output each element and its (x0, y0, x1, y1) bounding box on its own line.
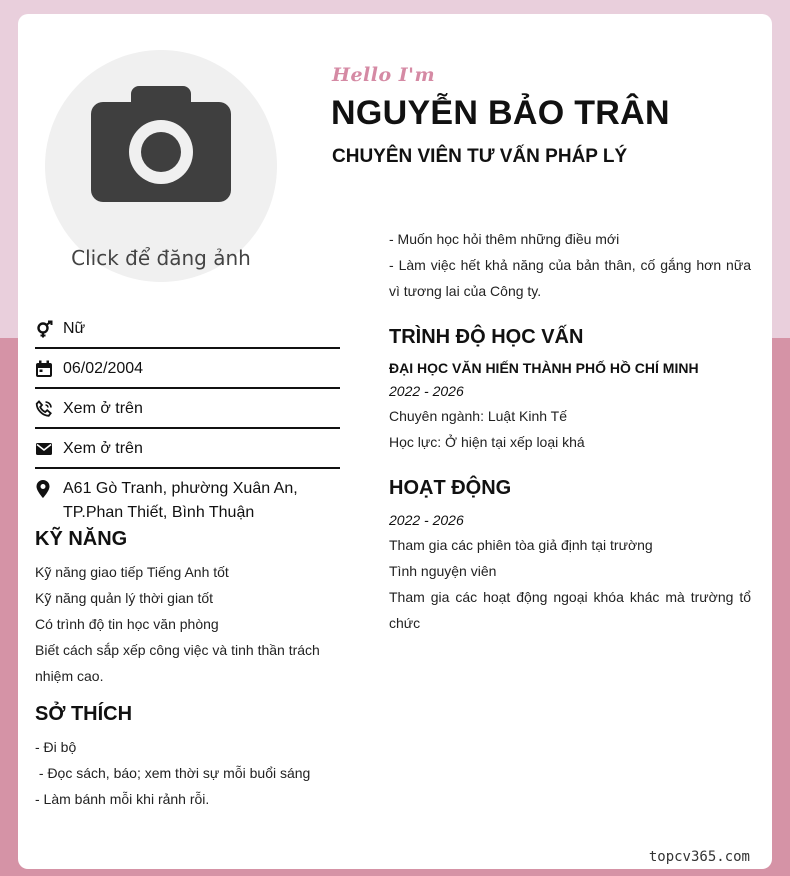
education-section (389, 326, 751, 455)
contact-address (35, 472, 340, 531)
activity-item: Tình nguyện viên (389, 563, 497, 579)
address-value: A61 Gò Tranh, phường Xuân An, TP.Phan Thiết, Bình Thuận (63, 480, 298, 521)
contact-list (35, 312, 340, 534)
contact-birthday (35, 352, 340, 389)
activity-item: Tham gia các hoạt động ngoại khóa khác mà trường tổ chức (389, 589, 751, 631)
skill-item: Kỹ năng quản lý thời gian tốt (35, 590, 214, 606)
skills-title: KỸ NĂNG (35, 528, 128, 550)
gender-value: Nữ (63, 320, 86, 337)
activities-years: 2022 - 2026 (389, 512, 464, 528)
map-pin-icon (35, 477, 63, 501)
education-major: Chuyên ngành: Luật Kinh Tế (389, 408, 567, 424)
objective-item: - Muốn học hỏi thêm những điều mới (389, 231, 620, 247)
email-value: Xem ở trên (63, 440, 143, 457)
avatar-upload[interactable] (45, 50, 277, 282)
skill-item: Kỹ năng giao tiếp Tiếng Anh tốt (35, 564, 229, 580)
envelope-icon (35, 437, 63, 461)
contact-email (35, 432, 340, 469)
skill-item: Biết cách sắp xếp công việc và tinh thần trách nhiệm cao. (35, 642, 320, 684)
cv-card (18, 14, 772, 869)
hobby-item: - Đi bộ (35, 739, 77, 755)
school-name: ĐẠI HỌC VĂN HIẾN THÀNH PHỐ HỒ CHÍ MINH (389, 360, 699, 376)
full-name: NGUYỄN BẢO TRÂN (331, 94, 670, 132)
phone-icon (35, 397, 63, 421)
education-title: TRÌNH ĐỘ HỌC VẤN (389, 326, 584, 348)
objectives-section (389, 226, 751, 304)
left-column (35, 528, 340, 812)
objective-item: - Làm việc hết khả năng của bản thân, cố gắng hơn nữa vì tương lai của Công ty. (389, 257, 751, 299)
watermark: topcv365.com (648, 849, 750, 865)
calendar-icon (35, 357, 63, 381)
avatar-label: Click để đăng ảnh (71, 246, 251, 270)
education-grade: Học lực: Ở hiện tại xếp loại khá (389, 434, 585, 450)
contact-gender (35, 312, 340, 349)
hobbies-section (35, 703, 340, 812)
activities-title: HOẠT ĐỘNG (389, 477, 512, 499)
skills-section (35, 528, 340, 689)
hobby-item: - Đọc sách, báo; xem thời sự mỗi buổi sáng (35, 765, 311, 781)
contact-phone (35, 392, 340, 429)
education-years: 2022 - 2026 (389, 383, 464, 399)
hobby-item: - Làm bánh mỗi khi rảnh rỗi. (35, 791, 210, 807)
activity-item: Tham gia các phiên tòa giả định tại trường (389, 537, 653, 553)
gender-icon (35, 317, 63, 341)
phone-value: Xem ở trên (63, 400, 143, 417)
activities-section (389, 477, 751, 636)
job-title: CHUYÊN VIÊN TƯ VẤN PHÁP LÝ (332, 146, 628, 167)
greeting: Hello I'm (332, 64, 436, 86)
birthday-value: 06/02/2004 (63, 360, 144, 377)
skill-item: Có trình độ tin học văn phòng (35, 616, 219, 632)
camera-icon (91, 84, 231, 204)
right-column (389, 226, 751, 636)
hobbies-title: SỞ THÍCH (35, 703, 133, 725)
